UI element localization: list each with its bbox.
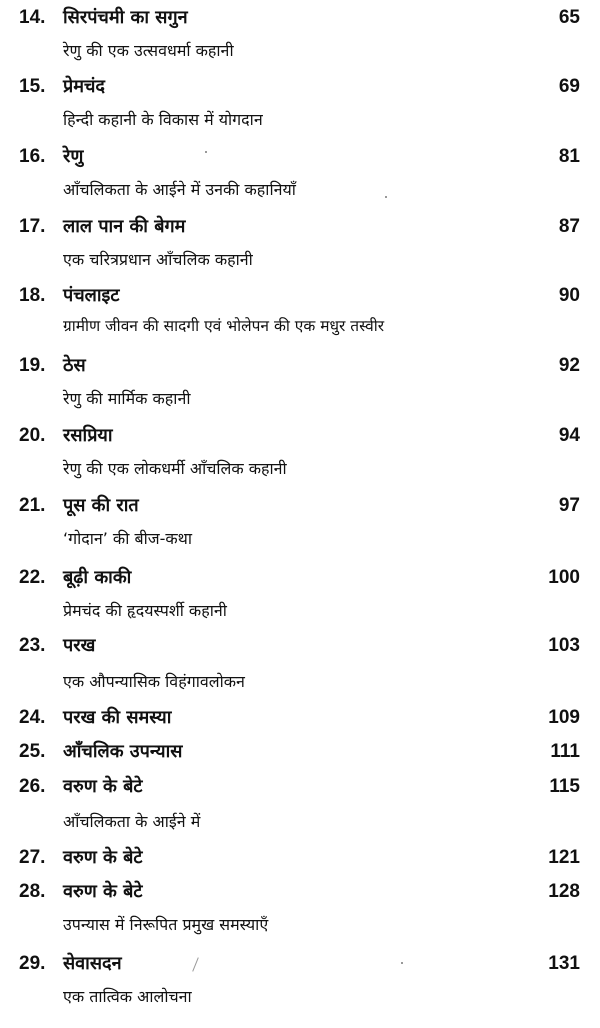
entry-subtitle: उपन्यास में निरूपित प्रमुख समस्याएँ (63, 915, 269, 934)
entry-subtitle: हिन्दी कहानी के विकास में योगदान (63, 110, 263, 129)
entry-number: 17. (19, 216, 46, 237)
entry-title: लाल पान की बेगम (63, 216, 186, 237)
entry-title: वरुण के बेटे (63, 847, 143, 868)
entry-title: ठेस (63, 355, 86, 376)
entry-title: परख (63, 635, 96, 656)
entry-number: 26. (19, 776, 46, 797)
entry-title: रसप्रिया (63, 425, 113, 446)
entry-subtitle: रेणु की एक लोकधर्मी आँचलिक कहानी (63, 459, 287, 478)
entry-page-number: 87 (558, 216, 580, 237)
entry-subtitle: रेणु की एक उत्सवधर्मा कहानी (63, 41, 234, 60)
entry-page-number: 103 (548, 635, 580, 656)
entry-subtitle: आँचलिकता के आईने में उनकी कहानियाँ (63, 180, 296, 199)
entry-number: 15. (19, 76, 46, 97)
scan-speck (205, 151, 207, 153)
entry-page-number: 65 (558, 7, 580, 28)
entry-subtitle: ‘गोदान’ की बीज-कथा (63, 529, 193, 548)
entry-page-number: 100 (548, 567, 580, 588)
entry-page-number: 128 (548, 881, 580, 902)
entry-title: सिरपंचमी का सगुन (63, 7, 188, 28)
scan-speck (192, 957, 199, 971)
entry-number: 18. (19, 285, 46, 306)
entry-title: वरुण के बेटे (63, 881, 143, 902)
entry-title: आँचलिक उपन्यास (63, 741, 183, 762)
entry-number: 23. (19, 635, 46, 656)
entry-page-number: 131 (548, 953, 580, 974)
entry-page-number: 90 (558, 285, 580, 306)
entry-number: 27. (19, 847, 46, 868)
entry-title: पूस की रात (63, 495, 139, 516)
entry-number: 25. (19, 741, 46, 762)
entry-page-number: 97 (558, 495, 580, 516)
entry-subtitle: रेणु की मार्मिक कहानी (63, 389, 191, 408)
entry-number: 16. (19, 146, 46, 167)
entry-number: 20. (19, 425, 46, 446)
entry-subtitle: एक तात्विक आलोचना (63, 987, 192, 1006)
entry-number: 29. (19, 953, 46, 974)
entry-number: 14. (19, 7, 46, 28)
entry-page-number: 94 (558, 425, 580, 446)
entry-page-number: 111 (550, 741, 580, 762)
entry-title: वरुण के बेटे (63, 776, 143, 797)
entry-title: पंचलाइट (63, 285, 120, 306)
entry-title: प्रेमचंद (63, 76, 105, 97)
entry-page-number: 69 (558, 76, 580, 97)
entry-title: परख की समस्या (63, 707, 172, 728)
entry-page-number: 109 (548, 707, 580, 728)
entry-page-number: 92 (558, 355, 580, 376)
entry-number: 28. (19, 881, 46, 902)
scan-speck (401, 962, 403, 964)
entry-subtitle: एक चरित्रप्रधान आँचलिक कहानी (63, 250, 253, 269)
entry-title: सेवासदन (63, 953, 122, 974)
entry-number: 21. (19, 495, 46, 516)
entry-page-number: 121 (548, 847, 580, 868)
entry-number: 24. (19, 707, 46, 728)
entry-title: रेणु (63, 146, 84, 167)
scan-speck (385, 196, 387, 198)
entry-page-number: 81 (558, 146, 580, 167)
entry-subtitle: प्रेमचंद की हृदयस्पर्शी कहानी (63, 601, 227, 620)
entry-page-number: 115 (549, 776, 580, 797)
entry-subtitle: एक औपन्यासिक विहंगावलोकन (63, 672, 245, 691)
entry-subtitle: आँचलिकता के आईने में (63, 812, 201, 831)
entry-number: 19. (19, 355, 46, 376)
entry-number: 22. (19, 567, 46, 588)
entry-subtitle: ग्रामीण जीवन की सादगी एवं भोलेपन की एक मधुर तस्वीर (63, 317, 385, 335)
entry-title: बूढ़ी काकी (63, 567, 132, 588)
